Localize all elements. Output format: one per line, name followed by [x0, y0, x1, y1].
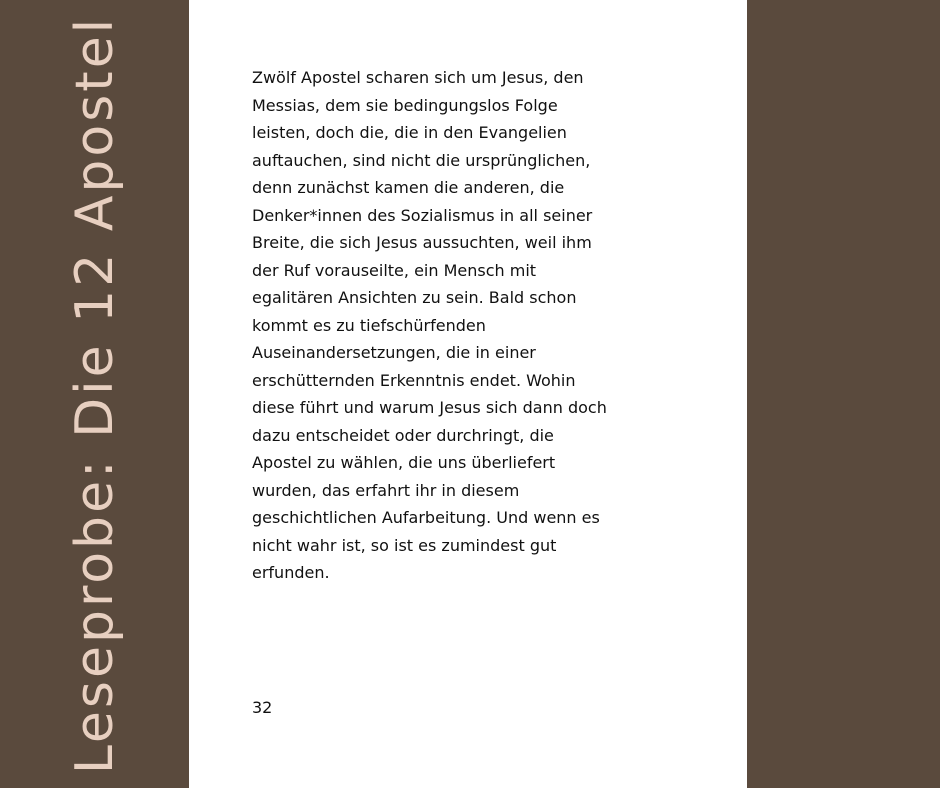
text-line: Zwölf Apostel scharen sich um Jesus, den [252, 68, 584, 87]
text-line: Auseinandersetzungen, die in einer [252, 343, 536, 362]
text-line: egalitären Ansichten zu sein. Bald schon [252, 288, 577, 307]
text-line: leisten, doch die, die in den Evangelien [252, 123, 567, 142]
text-line: wurden, das erfahrt ihr in diesem [252, 480, 520, 500]
excerpt-text [252, 64, 682, 587]
page-number: 32 [252, 698, 273, 717]
text-line: nicht wahr ist, so ist es zumindest gut [252, 535, 557, 555]
text-line: diese führt und warum Jesus sich dann doch [252, 398, 607, 417]
text-line: Breite, die sich Jesus aussuchten, weil ihm [252, 233, 592, 252]
text-line: dazu entscheidet oder durchringt, die [252, 425, 554, 445]
text-line: auftauchen, sind nicht die ursprünglichen, [252, 150, 591, 170]
text-line: Apostel zu wählen, die uns überliefert [252, 453, 556, 472]
right-banner [747, 0, 940, 788]
text-line: geschichtlichen Aufarbeitung. Und wenn es [252, 508, 600, 527]
vertical-title: Leseprobe: Die 12 Apostel [65, 15, 125, 775]
text-line: erfunden. [252, 563, 330, 582]
text-line: erschütternden Erkenntnis endet. Wohin [252, 370, 576, 390]
text-line: Messias, dem sie bedingungslos Folge [252, 95, 558, 115]
text-line: denn zunächst kamen die anderen, die [252, 178, 565, 197]
text-line: Denker*innen des Sozialismus in all seiner [252, 205, 593, 225]
left-banner [0, 0, 189, 788]
book-page [189, 0, 747, 788]
text-line: kommt es zu tiefschürfenden [252, 315, 486, 335]
text-line: der Ruf vorauseilte, ein Mensch mit [252, 260, 537, 280]
